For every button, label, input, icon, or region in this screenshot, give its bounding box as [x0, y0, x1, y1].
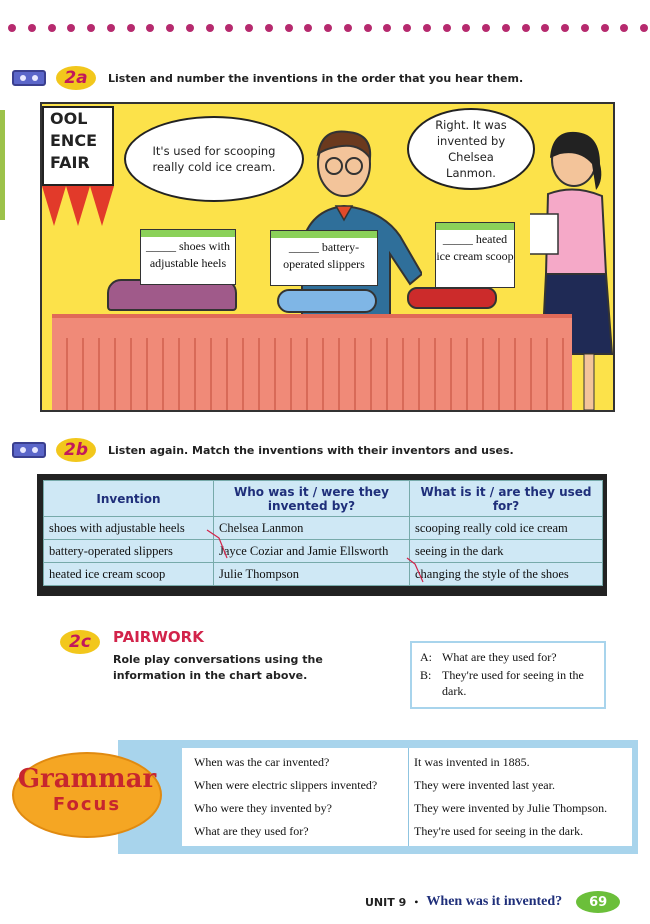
section-instruction: Listen and number the inventions in the order that you hear them.	[108, 71, 524, 85]
invention-card-2	[270, 230, 378, 286]
pennant-flags	[42, 186, 114, 230]
fair-banner	[42, 106, 114, 186]
column-header: What is it / are they used for?	[410, 481, 603, 517]
decorative-dot	[225, 24, 233, 32]
grammar-answer: They were invented by Julie Thompson.	[414, 801, 608, 815]
cassette-icon	[12, 442, 46, 458]
table-cell: Julie Thompson	[214, 563, 410, 586]
decorative-dot	[541, 24, 549, 32]
section-number: 2c	[60, 630, 100, 654]
decorative-dot	[8, 24, 16, 32]
decorative-dot	[107, 24, 115, 32]
card-text: _____ heated ice cream scoop	[436, 232, 514, 263]
decorative-dot	[601, 24, 609, 32]
table-cell: Chelsea Lanmon	[214, 517, 410, 540]
answer-column	[414, 752, 607, 844]
column-header: Who was it / were they invented by?	[214, 481, 410, 517]
grammar-answer: It was invented in 1885.	[414, 755, 530, 769]
decorative-dot	[482, 24, 490, 32]
decorative-dot	[245, 24, 253, 32]
ice-cream-scoop-invention	[407, 287, 497, 309]
margin-bar	[0, 110, 5, 220]
separator: •	[414, 894, 419, 909]
section-2c-header	[60, 630, 100, 654]
grammar-question: What are they used for?	[194, 824, 309, 838]
table-cell: shoes with adjustable heels	[44, 517, 214, 540]
dialogue-text: What are they used for?	[442, 650, 557, 664]
decorative-dot	[48, 24, 56, 32]
speech-bubble-girl	[407, 108, 535, 190]
banner-line: OOL	[50, 109, 88, 128]
bubble-text: It's used for scooping really cold ice cream.	[152, 144, 276, 174]
decorative-dot	[502, 24, 510, 32]
speaker-label: A:	[420, 650, 432, 664]
table-cell: seeing in the dark	[410, 540, 603, 563]
section-number: 2b	[56, 438, 96, 462]
table-cell: Jayce Coziar and Jamie Ellsworth	[214, 540, 410, 563]
pairwork-instruction: Role play conversations using the information in the chart above.	[113, 653, 323, 682]
sample-dialogue	[410, 641, 606, 709]
grammar-question: Who were they invented by?	[194, 801, 332, 815]
decorative-dot	[640, 24, 648, 32]
cassette-icon	[12, 70, 46, 86]
card-stripe	[141, 230, 235, 237]
bubble-text: Right. It was invented by Chelsea Lanmon.	[435, 118, 507, 180]
unit-title: When was it invented?	[426, 894, 563, 909]
section-2a-header	[12, 66, 523, 90]
decorative-dot	[462, 24, 470, 32]
decorative-dot	[403, 24, 411, 32]
page-number: 69	[576, 891, 620, 913]
table-cell: scooping really cold ice cream	[410, 517, 603, 540]
match-lines	[37, 474, 607, 596]
decorative-dot	[304, 24, 312, 32]
banner-line: FAIR	[50, 153, 90, 172]
grammar-focus-badge	[12, 752, 162, 838]
decorative-dot	[324, 24, 332, 32]
table-cell: changing the style of the shoes	[410, 563, 603, 586]
grammar-answer: They're used for seeing in the dark.	[414, 824, 584, 838]
section-number: 2a	[56, 66, 96, 90]
dialogue-text: They're used for seeing in the dark.	[442, 668, 584, 698]
invention-card-1	[140, 229, 236, 285]
match-line	[207, 530, 227, 558]
section-2b-header	[12, 438, 514, 462]
table-cell: battery-operated slippers	[44, 540, 214, 563]
focus-title: Focus	[52, 794, 122, 815]
match-line	[407, 558, 423, 582]
speaker-label: B:	[420, 668, 432, 682]
display-table	[52, 314, 572, 412]
card-text: _____ shoes with adjustable heels	[146, 239, 230, 270]
pairwork-title: PAIRWORK	[113, 628, 204, 646]
column-header: Invention	[44, 481, 214, 517]
decorative-dot	[166, 24, 174, 32]
matching-chart	[37, 474, 607, 596]
dialogue-line	[420, 667, 596, 699]
decorative-dot	[423, 24, 431, 32]
decorative-dot	[127, 24, 135, 32]
grammar-question: When were electric slippers invented?	[194, 778, 378, 792]
grammar-title: Grammar	[17, 764, 157, 794]
decorative-dot	[443, 24, 451, 32]
invention-card-3	[435, 222, 515, 288]
column-divider	[408, 748, 409, 846]
unit-label: UNIT 9	[365, 895, 407, 909]
decorative-dot-row	[8, 24, 648, 38]
banner-line: ENCE	[50, 131, 97, 150]
table-cell: heated ice cream scoop	[44, 563, 214, 586]
question-column	[194, 752, 377, 844]
decorative-dot	[206, 24, 214, 32]
card-text: _____ battery-operated slippers	[283, 240, 365, 271]
decorative-dot	[581, 24, 589, 32]
decorative-dot	[265, 24, 273, 32]
decorative-dot	[285, 24, 293, 32]
card-stripe	[271, 231, 377, 238]
decorative-dot	[561, 24, 569, 32]
decorative-dot	[87, 24, 95, 32]
decorative-dot	[383, 24, 391, 32]
page-footer	[365, 891, 620, 913]
slippers-invention	[277, 289, 377, 313]
decorative-dot	[522, 24, 530, 32]
section-instruction: Listen again. Match the inventions with their inventors and uses.	[108, 443, 514, 457]
card-stripe	[436, 223, 514, 230]
decorative-dot	[620, 24, 628, 32]
grammar-focus-panel	[182, 748, 632, 846]
grammar-answer: They were invented last year.	[414, 778, 555, 792]
decorative-dot	[146, 24, 154, 32]
decorative-dot	[186, 24, 194, 32]
decorative-dot	[67, 24, 75, 32]
dialogue-line	[420, 649, 596, 665]
decorative-dot	[28, 24, 36, 32]
decorative-dot	[364, 24, 372, 32]
grammar-question: When was the car invented?	[194, 755, 330, 769]
speech-bubble-boy	[124, 116, 304, 202]
decorative-dot	[344, 24, 352, 32]
science-fair-illustration	[40, 102, 615, 412]
